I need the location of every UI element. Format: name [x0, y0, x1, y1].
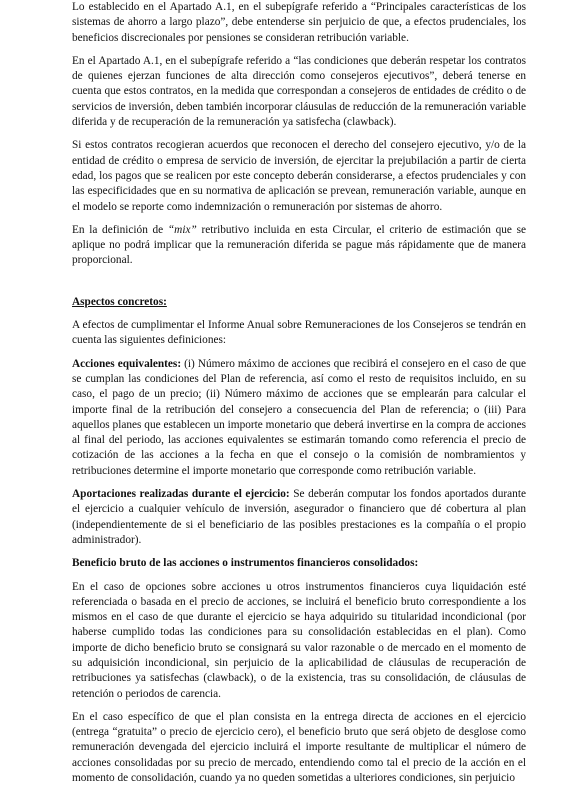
definition-acciones-equivalentes [72, 357, 526, 479]
paragraph-early-retirement: Si estos contratos recogieran acuerdos que reconocen el derecho del consejero ejecutivo, y/o de la entidad de crédito o empresa de servicio de inversión, de ejercitar la prejubilación a partir de cierta edad, los pagos que se realicen por este concepto deberán considerarse, a efectos prudenciales y con las especificidades que en su normativa de aplicación se prevean, remuneración variable, aunque en el modelo se reporte como indemnización o remuneración por sistemas de ahorro. [72, 139, 526, 213]
paragraph-mix-definition [72, 223, 526, 269]
paragraph-executive-contracts: En el Apartado A.1, en el subepígrafe referido a “las condiciones que deberán respetar los contratos de quienes ejerzan funciones de alta dirección como consejeros ejecutivos”, deberá tenerse en cuenta que estos contratos, en la medida que correspondan a consejeros de entidades de crédito o de servicios de inversión, deben también incorporar cláusulas de reducción de la remuneración variable diferida y de recuperación de la remuneración ya satisfecha (clawback). [72, 54, 526, 129]
paragraph-long-term-savings: Lo establecido en el Apartado A.1, en el subepígrafe referido a “Principales características de los sistemas de ahorro a largo plazo”, debe entenderse sin perjuicio de que, a efectos prudenciales, los beneficios discrecionales por pensiones se consideran retribución variable. [72, 1, 526, 44]
paragraph-direct-share-delivery: En el caso específico de que el plan consista en la entrega directa de acciones en el ejercicio (entrega “gratuita” o precio de ejercicio cero), el beneficio bruto que será objeto de desglose como remuneración devengada del ejercicio incluirá el importe resultante de multiplicar el número de acciones consolidadas por su precio de mercado, entendiendo como tal el precio de la acción en el momento de consolidación, cuando ya no queden sometidas a ulteriores condiciones, sin perjuicio [72, 710, 526, 785]
mix-term: “mix” [167, 223, 197, 236]
definition-heading-beneficio-bruto: Beneficio bruto de las acciones o instrumentos financieros consolidados: [72, 557, 419, 570]
definition-term-aportaciones: Aportaciones realizadas durante el ejercicio: [72, 488, 290, 501]
definition-aportaciones [72, 487, 526, 548]
definition-term-acciones-equivalentes: Acciones equivalentes: [72, 357, 182, 370]
section-heading-aspectos-concretos: Aspectos concretos: [72, 295, 167, 308]
mix-text-end: retributivo incluida en esta Circular, el criterio de estimación que se aplique no podrá implicar que la remuneración diferida se pague más rápidamente que de manera proporcional. [72, 223, 526, 267]
definition-body-aportaciones: Se deberán computar los fondos aportados durante el ejercicio a cualquier vehículo de inversión, asegurador o financiero que dé cobertura al plan (independientemente de si el beneficiario de las posibles prestaciones es la compañía o el propio administrador). [72, 488, 526, 546]
document-body [72, 0, 526, 794]
mix-text-start: En la definición de [72, 223, 168, 236]
definition-body-acciones-equivalentes: (i) Número máximo de acciones que recibirá el consejero en el caso de que se cumplan las condiciones del Plan de referencia, así como el resto de requisitos incluido, en su caso, el pago de un precio; (ii) Número máximo de acciones que se emplearán para calcular el importe final de la retribución del consejero a consecuencia del Plan de referencia; o (iii) Para aquellos planes que establecen un importe monetario que deberá invertirse en la compra de acciones al final del periodo, las acciones equivalentes se estimarán tomando como referencia el precio de cotización de las acciones a la fecha en que el consejo o la comisión de nombramientos y retribuciones determine el importe monetario que corresponde como retribución variable. [72, 357, 526, 477]
paragraph-definitions-intro: A efectos de cumplimentar el Informe Anual sobre Remuneraciones de los Consejeros se tendrán en cuenta las siguientes definiciones: [72, 319, 526, 347]
paragraph-stock-options: En el caso de opciones sobre acciones u otros instrumentos financieros cuya liquidación esté referenciada o basada en el precio de acciones, se incluirá el beneficio bruto correspondiente a los mismos en el caso de que durante el ejercicio se haya adquirido su titularidad incondicional (por haberse cumplido todas las condiciones para su consolidación establecidas en el plan). Como importe de dicho beneficio bruto se consignará su valor razonable o de mercado en el momento de su adquisición incondicional, sin perjuicio de la aplicabilidad de cláusulas de recuperación de retribuciones ya satisfechas (clawback), o de la existencia, tras su consolidación, de cláusulas de retención o periodos de carencia. [72, 580, 526, 700]
